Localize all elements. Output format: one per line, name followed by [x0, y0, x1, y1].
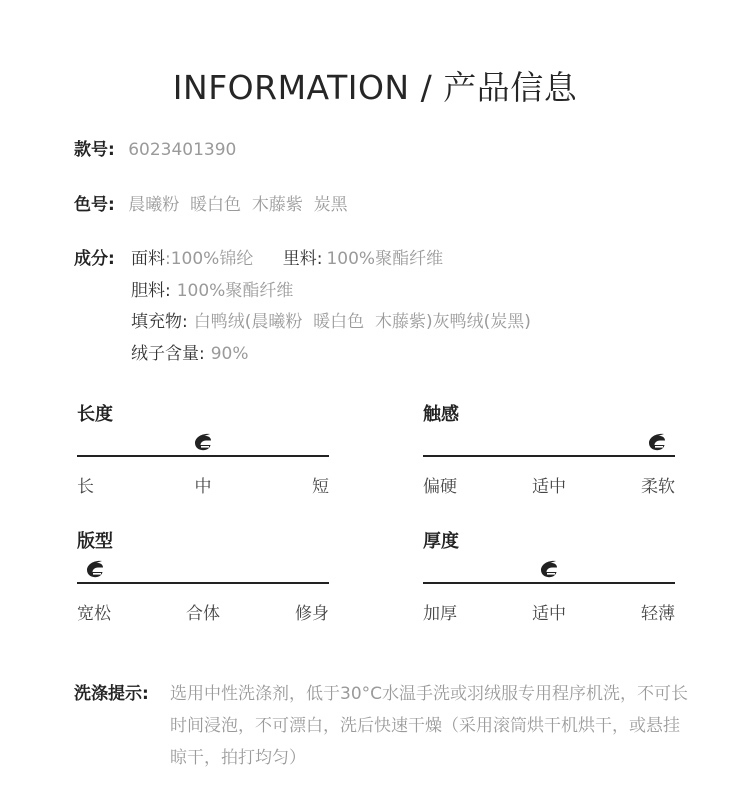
- wash-text: 选用中性洗涤剂，低于30°C水温手洗或羽绒服专用程序机洗，不可长时间浸泡，不可漂白，洗后快速干燥（采用滚筒烘干机烘干，或悬挂晾干，拍打均匀）: [170, 684, 689, 768]
- down-content-value: 90%: [210, 344, 249, 364]
- fit-scale-mid: 合体: [186, 604, 220, 624]
- composition-down-line: [131, 343, 249, 365]
- length-scale-left: 长: [77, 477, 94, 497]
- brand-marker-icon: [83, 557, 107, 581]
- down-content-label: 绒子含量:: [131, 344, 205, 364]
- thickness-scale: [423, 527, 675, 624]
- fill-label: 填充物:: [131, 312, 188, 332]
- touch-scale-right: 柔软: [641, 477, 675, 497]
- thickness-scale-title: 厚度: [423, 531, 459, 552]
- fit-scale-left: 宽松: [77, 604, 111, 624]
- color-row: [74, 194, 348, 216]
- color-label: 色号:: [74, 195, 115, 215]
- style-number-label: 款号:: [74, 140, 115, 160]
- page-title: INFORMATION / 产品信息: [172, 68, 578, 107]
- length-scale-bar: [77, 455, 329, 457]
- touch-scale-mid: 适中: [532, 477, 566, 497]
- brand-marker-icon: [191, 430, 215, 454]
- composition-label: 成分:: [74, 249, 115, 269]
- composition-inner-line: [131, 280, 293, 302]
- outer-fabric-label: 面料: [131, 249, 165, 269]
- inner-shell-value: 100%聚酯纤维: [176, 281, 294, 301]
- fit-scale: [77, 527, 329, 624]
- brand-marker-icon: [537, 557, 561, 581]
- fit-scale-bar: [77, 582, 329, 584]
- touch-scale-left: 偏硬: [423, 477, 457, 497]
- touch-scale-title: 触感: [423, 404, 459, 425]
- fill-value: 白鸭绒(晨曦粉 暖白色 木藤紫)灰鸭绒(炭黑): [193, 312, 531, 332]
- thickness-scale-right: 轻薄: [641, 604, 675, 624]
- outer-fabric-value: :100%锦纶: [165, 249, 254, 269]
- color-value: 晨曦粉 暖白色 木藤紫 炭黑: [128, 195, 348, 215]
- lining-value: 100%聚酯纤维: [326, 249, 444, 269]
- thickness-scale-mid: 适中: [532, 604, 566, 624]
- lining-label: 里料:: [282, 249, 323, 269]
- style-number-value: 6023401390: [128, 140, 237, 160]
- composition-outer-line: [131, 248, 443, 270]
- composition-fill-line: [131, 311, 531, 333]
- thickness-scale-bar: [423, 582, 675, 584]
- style-number-row: [74, 139, 236, 161]
- wash-label: 洗涤提示:: [74, 684, 149, 704]
- fit-scale-title: 版型: [77, 531, 113, 552]
- brand-marker-icon: [645, 430, 669, 454]
- length-scale-title: 长度: [77, 404, 113, 425]
- inner-shell-label: 胆料:: [131, 281, 171, 301]
- fit-scale-right: 修身: [295, 604, 329, 624]
- length-scale: [77, 400, 329, 497]
- touch-scale-bar: [423, 455, 675, 457]
- thickness-scale-left: 加厚: [423, 604, 457, 624]
- touch-scale: [423, 400, 675, 497]
- composition-label-row: [74, 248, 115, 270]
- length-scale-mid: 中: [194, 477, 212, 497]
- length-scale-right: 短: [312, 477, 329, 497]
